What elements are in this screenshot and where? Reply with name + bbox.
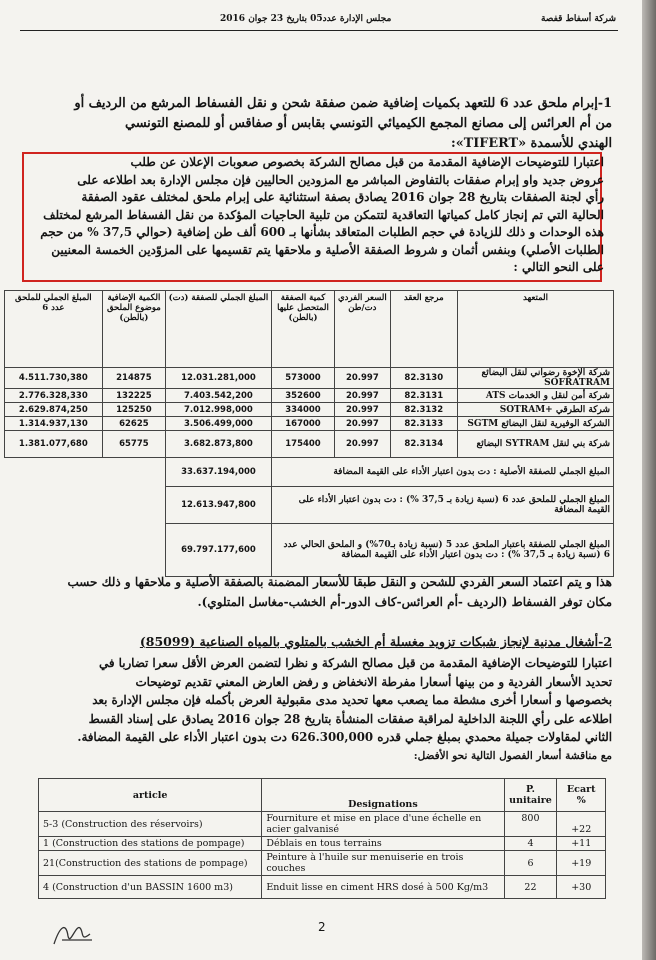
boxed-line: الطلبات الأصلي) وبنفس أثمان و شروط الصفقة الأصلية و ملاحقها يتم تقسيمها على المزوّدين الخمسة المعنيين	[51, 242, 604, 257]
boxed-line: الحالية التي تم إنجاز كامل كمياتها التعاقدية لتتمكن من تلبية الحاجيات المؤكدة من نقل الفسفاط المرشع لمختلف	[43, 207, 604, 222]
boxed-line: على النحو التالي :	[513, 260, 604, 274]
section1-line-2: من أم العرائس إلى مصانع المجمع الكيميائي التونسي بقابس أو صفاقس أو للمصنع التونسي	[125, 116, 612, 131]
additional-qty: 65775	[102, 431, 165, 458]
supplier-name: شركة بني لنقل SYTRAM البضائع	[457, 431, 613, 458]
boxed-line: هذه الوحدات و ذلك للزيادة في حجم الطلبات المتعاقد بشأنها بـ 600 ألف طن إضافية (حوالي 37,5 % من حجم	[40, 225, 604, 239]
unit-price: 20.997	[335, 431, 390, 458]
table-row	[39, 812, 606, 837]
table-row	[39, 876, 606, 899]
section2-line: اعتبارا للتوضيحات الإضافية المقدمة من قبل مصالح الشركة و نظرا لتضمن العرض الأقل سعرا تضاربا في	[99, 656, 612, 670]
ecart-cell: +22	[557, 812, 606, 837]
section1-heading	[24, 94, 612, 154]
section2-body	[16, 654, 612, 765]
total-label: المبلغ الجملي للصفقة الأصلية : دت بدون اعتبار الأداء على القيمة المضافة	[271, 458, 613, 487]
page-number: 2	[318, 920, 326, 934]
supplier-name: شركة الإخوة رضواني لنقل البضائع SOFRATRAM	[457, 368, 613, 389]
contract-ref: 82.3134	[390, 431, 457, 458]
table-header-row	[39, 779, 606, 812]
header-rule	[20, 30, 618, 31]
empty-cell	[5, 487, 166, 524]
article-cell: 1 (Construction des stations de pompage)	[39, 837, 262, 851]
col-header: المبلغ الجملي للصفقة (دت)	[166, 291, 272, 368]
note-line: مكان توفر الفسفاط (الرديف -أم العرائس-كاف الدور-أم الخشب-مغاسل المتلوي).	[197, 595, 612, 609]
col-header: السعر الفردي دت/طن	[335, 291, 390, 368]
section1-line-3: الهندي للأسمدة «TIFERT»:	[451, 136, 612, 151]
col-header: الكمية الإضافية موضوع الملحق (بالطن)	[102, 291, 165, 368]
quantity: 573000	[271, 368, 334, 389]
table-row	[5, 368, 614, 389]
unit-price: 20.997	[335, 417, 390, 431]
contract-ref: 82.3130	[390, 368, 457, 389]
table-row	[39, 837, 606, 851]
section2-line: اطلاعه على رأي اللجنة الداخلية لمراقبة صفقات المنشأة بتاريخ 28 جوان 2016 يصادق على إسناد القسط	[88, 711, 612, 726]
price-items-table	[38, 778, 606, 899]
unit-price-cell: 4	[504, 837, 557, 851]
contract-ref: 82.3132	[390, 403, 457, 417]
additional-amount: 4.511.730,380	[5, 368, 103, 389]
table-header-row	[5, 291, 614, 368]
ecart-cell: +11	[557, 837, 606, 851]
total-label: المبلغ الجملي للصفقة باعتبار الملحق عدد 5 (نسبة زيادة بـ70%) و الملحق الحالي عدد 6 (نسبة زيادة بـ 37,5 %) : دت بدون اعتبار الأداء على القيمة المضافة	[271, 524, 613, 577]
quantity: 334000	[271, 403, 334, 417]
note-line: هذا و يتم اعتماد السعر الفردي للشحن و النقل طبقا للأسعار المضمنة بالصفقة الأصلية و ملاحقها و ذلك حسب	[67, 575, 612, 589]
supplier-name: الشركة الوفيرية لنقل البضائع SGTM	[457, 417, 613, 431]
table-row	[5, 417, 614, 431]
section2-line: مع مناقشة أسعار الفصول التالية نحو الأفضل:	[413, 749, 612, 762]
amount: 3.682.873,800	[166, 431, 272, 458]
amount: 12.031.281,000	[166, 368, 272, 389]
total-row	[5, 524, 614, 577]
total-value: 69.797.177,600	[166, 524, 272, 577]
header-company: شركة أسفاط قفصة	[540, 14, 616, 24]
section2-line: الثاني لمقاولات جميلة محمدي بمبلغ جملي قدره 626.300,000 دت بدون اعتبار الأداء على القيمة المضافة.	[77, 730, 612, 744]
amount: 7.403.542,200	[166, 389, 272, 403]
designation-cell: Déblais en tous terrains	[262, 837, 504, 851]
total-value: 12.613.947,800	[166, 487, 272, 524]
suppliers-table	[4, 290, 614, 577]
empty-cell	[5, 458, 166, 487]
designation-cell: Enduit lisse en ciment HRS dosé à 500 Kg/m3	[262, 876, 504, 899]
amount: 3.506.499,000	[166, 417, 272, 431]
unit-price: 20.997	[335, 403, 390, 417]
boxed-line: اعتبارا للتوضيحات الإضافية المقدمة من قبل مصالح الشركة بخصوص صعوبات الإعلان عن طلب	[130, 155, 604, 169]
additional-qty: 125250	[102, 403, 165, 417]
col-header-ecart: Ecart %	[557, 779, 606, 812]
col-header: المتعهد	[457, 291, 613, 368]
section2-title: 2-أشغال مدنية لإنجاز شبكات تزويد مغسلة أم الخشب بالمتلوي بالمياه الصناعية (85099)	[139, 634, 612, 649]
quantity: 175400	[271, 431, 334, 458]
col-header-article: article	[39, 779, 262, 812]
additional-qty: 132225	[102, 389, 165, 403]
designation-cell: Peinture à l'huile sur menuiserie en trois couches	[262, 851, 504, 876]
empty-cell	[5, 524, 166, 577]
unit-price: 20.997	[335, 389, 390, 403]
header-meeting: مجلس الإدارة عدد05 بتاريخ 23 جوان 2016	[220, 14, 392, 24]
total-label: المبلغ الجملي للملحق عدد 6 (نسبة زيادة بـ 37,5 %) : دت بدون اعتبار الأداء على القيمة المضافة	[271, 487, 613, 524]
contract-ref: 82.3131	[390, 389, 457, 403]
page-edge	[642, 0, 656, 960]
boxed-line: عروض جديد واو إبرام صفقات بالتفاوض المباشر مع المزودين الحاليين فإن مجلس الإدارة بعد اطلاعه على	[77, 172, 604, 187]
section1-boxed-text	[32, 154, 604, 277]
col-header-unit-price: P. unitaire	[504, 779, 557, 812]
additional-amount: 1.314.937,130	[5, 417, 103, 431]
section2-line: تحديد الأسعار الفردية و من بينها أسعارا مفرطة الانخفاض و رفض العارض المعني تقديم توضيحات	[135, 674, 612, 689]
col-header: مرجع العقد	[390, 291, 457, 368]
total-row	[5, 487, 614, 524]
table-row	[5, 431, 614, 458]
contract-ref: 82.3133	[390, 417, 457, 431]
unit-price-note	[24, 572, 612, 612]
table-row	[39, 851, 606, 876]
section1-line-1: 1-إبرام ملحق عدد 6 للتعهد بكميات إضافية ضمن صفقة شحن و نقل الفسفاط المرشع من الرديف أو	[74, 96, 612, 111]
quantity: 352600	[271, 389, 334, 403]
amount: 7.012.998,000	[166, 403, 272, 417]
designation-cell: Fourniture et mise en place d'une échelle en acier galvanisé	[262, 812, 504, 837]
table-row	[5, 403, 614, 417]
additional-amount: 2.776.328,330	[5, 389, 103, 403]
additional-amount: 2.629.874,250	[5, 403, 103, 417]
col-header: كمية الصفقة المتحصل عليها (بالطن)	[271, 291, 334, 368]
section2-line: بخصوصها و أسعارا أخرى مشطة مما يصعب معها تحديد مدى مقبولية العرض بأكمله فإن مجلس الإدارة بعد	[92, 693, 612, 707]
unit-price-cell: 6	[504, 851, 557, 876]
unit-price-cell: 22	[504, 876, 557, 899]
col-header-designations: Designations	[262, 779, 504, 812]
unit-price-cell: 800	[504, 812, 557, 837]
article-cell: 5-3 (Construction des réservoirs)	[39, 812, 262, 837]
col-header: المبلغ الجملي للملحق عدد 6	[5, 291, 103, 368]
ecart-cell: +30	[557, 876, 606, 899]
ecart-cell: +19	[557, 851, 606, 876]
unit-price: 20.997	[335, 368, 390, 389]
additional-qty: 62625	[102, 417, 165, 431]
table-row	[5, 389, 614, 403]
supplier-name: شركة الطرقي +SOTRAM	[457, 403, 613, 417]
additional-amount: 1.381.077,680	[5, 431, 103, 458]
additional-qty: 214875	[102, 368, 165, 389]
total-value: 33.637.194,000	[166, 458, 272, 487]
article-cell: 4 (Construction d'un BASSIN 1600 m3)	[39, 876, 262, 899]
signature-icon	[50, 918, 100, 948]
supplier-name: شركة أمن لنقل و الخدمات ATS	[457, 389, 613, 403]
total-row	[5, 458, 614, 487]
article-cell: 21(Construction des stations de pompage)	[39, 851, 262, 876]
quantity: 167000	[271, 417, 334, 431]
boxed-line: رأي لجنة الصفقات بتاريخ 28 جوان 2016 يصادق بصفة استثنائية على إبرام ملحق لمختلف عقود الصفقة	[81, 190, 604, 204]
